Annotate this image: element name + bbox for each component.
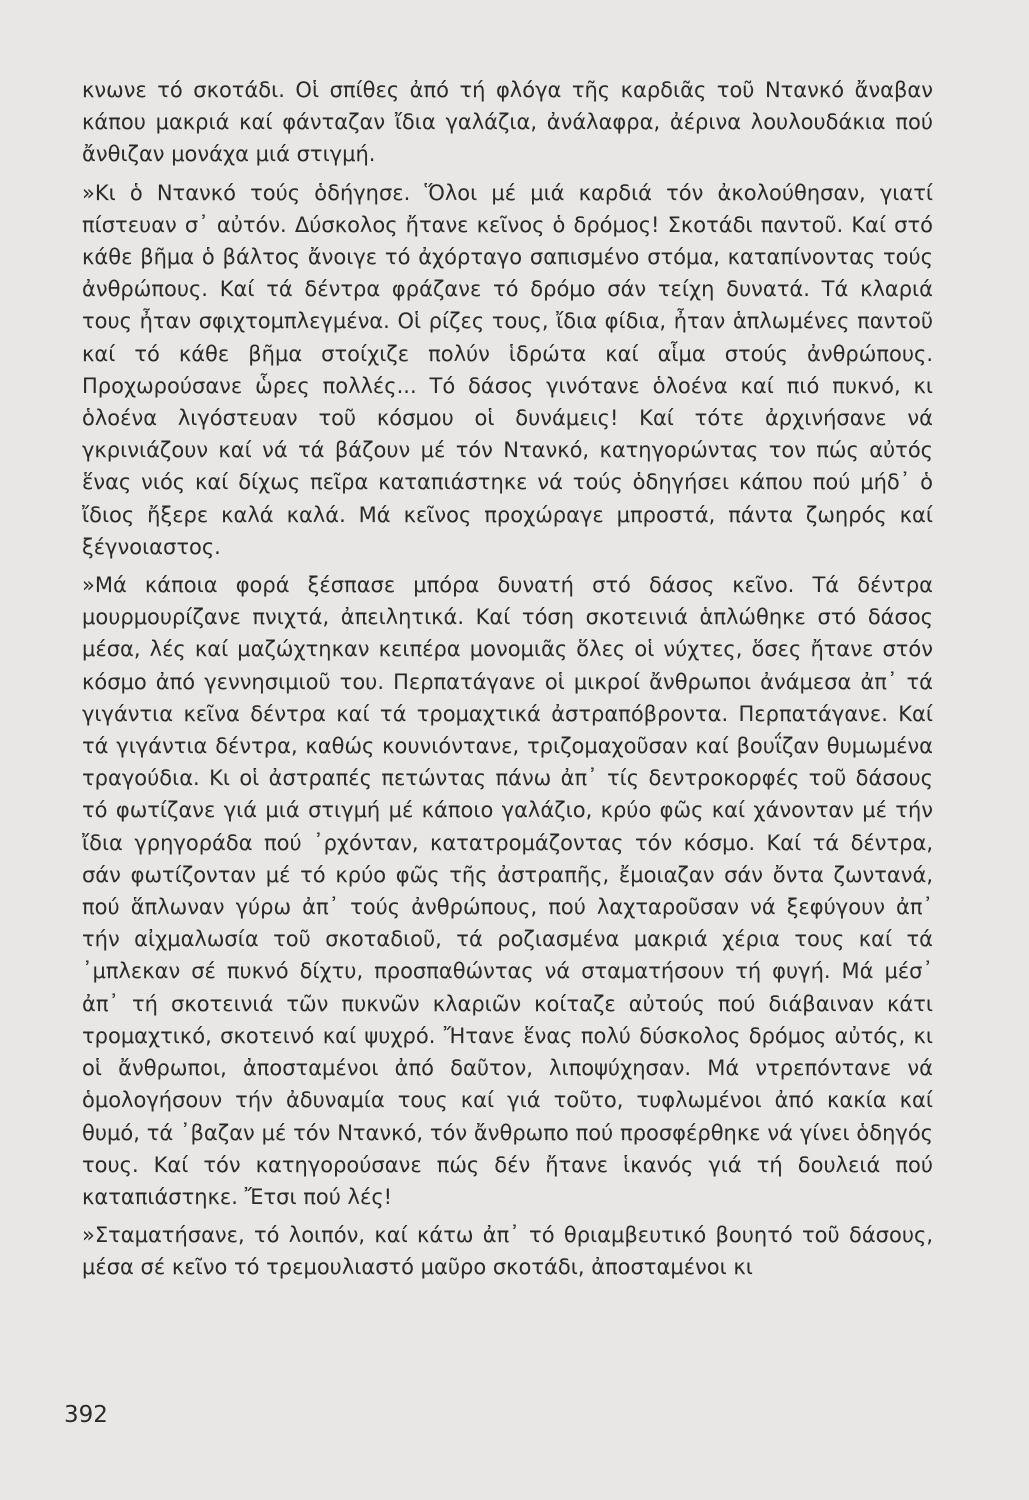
paragraph-2: »Κι ὁ Ντανκό τούς ὁδήγησε. Ὅλοι μέ μιά καρδιά τόν ἀκολούθησαν, γιατί πίστευαν σ᾽ αὐτόν. Δύσκολος ἤτανε κεῖνος ὁ δρόμος! Σκοτάδι παντοῦ. Καί στό κάθε βῆμα ὁ βάλτος ἄνοιγε τό ἀχόρταγο σαπισμένο στόμα, καταπίνοντας τούς ἀνθρώπους. Καί τά δέντρα φράζανε τό δρόμο σάν τείχη δυνατά. Τά κλαριά τους ἦταν σφιχτομπλεγμένα. Οἱ ρίζες τους, ἴδια φίδια, ἦταν ἁπλωμένες παντοῦ καί τό κάθε βῆμα στοίχιζε πολύν ἱδρώτα καί αἷμα στούς ἀνθρώπους. Προχωρούσανε ὧρες πολλές... Τό δάσος γινότανε ὁλοένα καί πιό πυκνό, κι ὁλοένα λιγόστευαν τοῦ κόσμου οἱ δυνάμεις! Καί τότε ἀρχινήσανε νά γκρινιάζουν καί νά τά βάζουν μέ τόν Ντανκό, κατηγορώντας τον πώς αὐτός ἕνας νιός καί δίχως πεῖρα καταπιάστηκε νά τούς ὁδηγήσει κάπου πού μήδ᾽ ὁ ἴδιος ἤξερε καλά καλά. Μά κεῖνος προχώραγε μπροστά, πάντα ζωηρός καί ξέγνοιαστος. xyxy=(82,180,933,559)
paragraph-1: κνωνε τό σκοτάδι. Οἱ σπίθες ἀπό τή φλόγα τῆς καρδιᾶς τοῦ Ντανκό ἄναβαν κάπου μακριά καί φάνταζαν ἴδια γαλάζια, ἀνάλαφρα, ἀέρινα λουλουδάκια πού ἄνθιζαν μονάχα μιά στιγμή. xyxy=(82,78,933,167)
paragraph-3: »Μά κάποια φορά ξέσπασε μπόρα δυνατή στό δάσος κεῖνο. Τά δέντρα μουρμουρίζανε πνιχτά, ἀπειλητικά. Καί τόση σκοτεινιά ἁπλώθηκε στό δάσος μέσα, λές καί μαζώχτηκαν κειπέρα μονομιᾶς ὅλες οἱ νύχτες, ὅσες ἤτανε στόν κόσμο ἀπό γεννησιμιοῦ του. Περπατάγανε οἱ μικροί ἄνθρωποι ἀνάμεσα ἀπ᾽ τά γιγάντια κεῖνα δέντρα καί τά τρομαχτικά ἀστραπόβροντα. Περπατάγανε. Καί τά γιγάντια δέντρα, καθώς κουνιόντανε, τριζομαχοῦσαν καί βουΐζαν θυμωμένα τραγούδια. Κι οἱ ἀστραπές πετώντας πάνω ἀπ᾽ τίς δεντροκορφές τοῦ δάσους τό φωτίζανε γιά μιά στιγμή μέ κάποιο γαλάζιο, κρύο φῶς καί χάνονταν μέ τήν ἴδια γρηγοράδα πού ᾽ρχόνταν, κατατρομάζοντας τόν κόσμο. Καί τά δέντρα, σάν φωτίζονταν μέ τό κρύο φῶς τῆς ἀστραπῆς, ἔμοιαζαν σάν ὄντα ζωντανά, πού ἅπλωναν γύρω ἀπ᾽ τούς ἀνθρώπους, πού λαχταροῦσαν νά ξεφύγουν ἀπ᾽ τήν αἰχμαλωσία τοῦ σκοταδιοῦ, τά ροζιασμένα μακριά χέρια τους καί τά ᾽μπλεκαν σέ πυκνό δίχτυ, προσπαθώντας νά σταματήσουν τή φυγή. Μά μέσ᾽ ἀπ᾽ τή σκοτεινιά τῶν πυκνῶν κλαριῶν κοίταζε αὐτούς πού διάβαιναν κάτι τρομαχτικό, σκοτεινό καί ψυχρό. Ἤτανε ἕνας πολύ δύσκολος δρόμος αὐτός, κι οἱ ἄνθρωποι, ἀποσταμένοι ἀπό δαῦτον, λιποψύχησαν. Μά ντρεπόντανε νά ὁμολογήσουν τήν ἀδυναμία τους καί γιά τοῦτο, τυφλωμένοι ἀπό κακία καί θυμό, τά ᾽βαζαν μέ τόν Ντανκό, τόν ἄνθρωπο πού προσφέρθηκε νά γίνει ὁδηγός τους. Καί τόν κατηγορούσανε πώς δέν ἤτανε ἱκανός γιά τή δουλειά πού καταπιάστηκε. Ἔτσι πού λές! xyxy=(82,573,933,1209)
page-number: 392 xyxy=(64,1402,108,1428)
body-text xyxy=(82,74,933,1284)
paragraph-4: »Σταματήσανε, τό λοιπόν, καί κάτω ἀπ᾽ τό θριαμβευτικό βουητό τοῦ δάσους, μέσα σέ κεῖνο τό τρεμουλιαστό μαῦρο σκοτάδι, ἀποσταμένοι κι xyxy=(82,1223,933,1280)
